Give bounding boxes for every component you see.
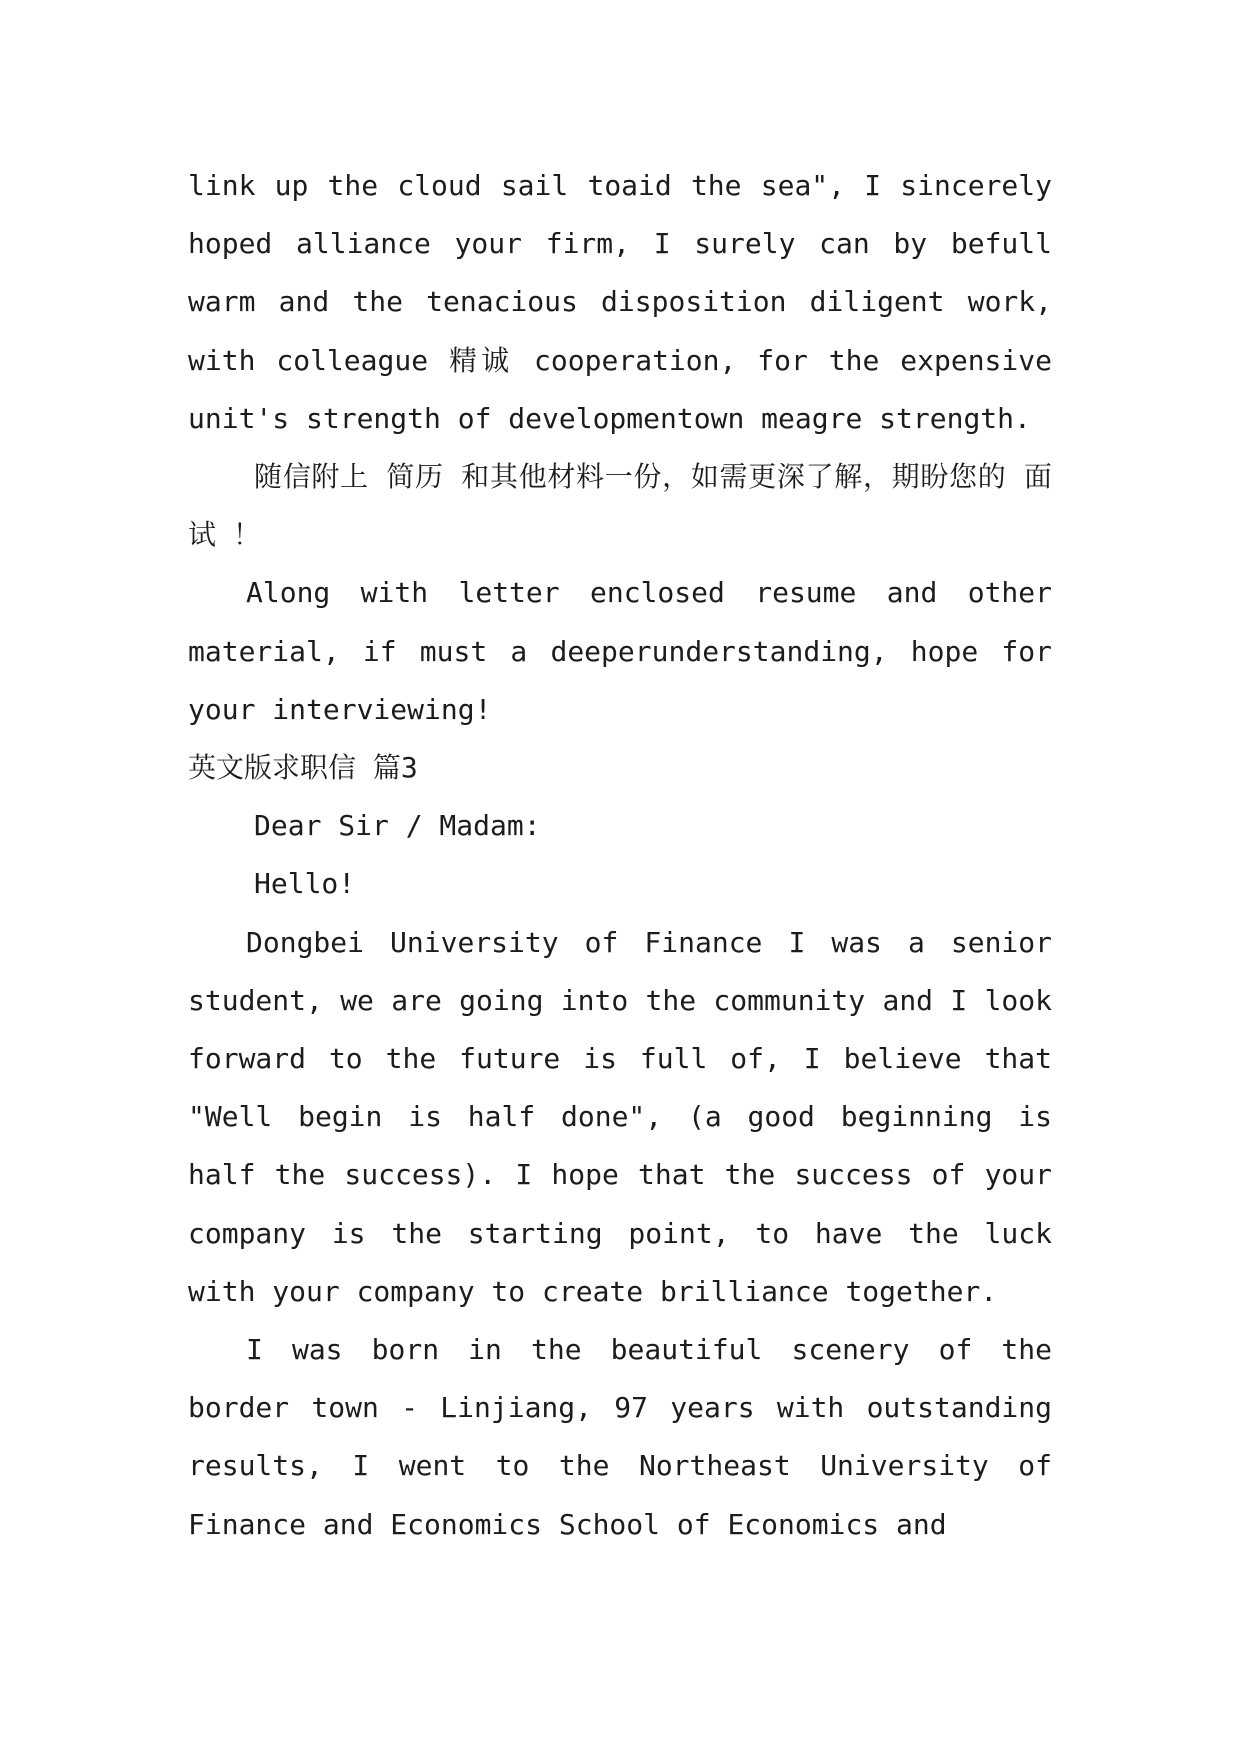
dongbei-paragraph: Dongbei University of Finance I was a senior student, we are going into the community and I look forward to the future is full of, I believe that "Well begin is half done", (a good beginning is half the success). I hope that the success of your company is the starting point, to have the luck with your company to create brilliance together. [188,925,1052,1308]
along-paragraph: Along with letter enclosed resume and other material, if must a deeperunderstanding, hope for your interviewing! [188,576,1052,726]
section-heading: 英文版求职信 篇3 [188,751,418,785]
born-paragraph: I was born in the beautiful scenery of the border town - Linjiang, 97 years with outstanding results, I went to the Northeast University of Finance and Economics School of Economics and [188,1333,1052,1541]
salutation: Dear Sir / Madam: [254,809,541,843]
continued-paragraph: link up the cloud sail toaid the sea", I sincerely hoped alliance your firm, I surely can by befull warm and the tenacious disposition diligent work, with colleague 精诚 cooperation, for the expensive unit's strength of developmentown meagre strength. [188,169,1052,435]
greeting: Hello! [254,867,356,901]
chinese-paragraph: 随信附上 简历 和其他材料一份，如需更深了解，期盼您的 面试 ！ [188,460,1052,552]
text-column [188,157,1052,1554]
